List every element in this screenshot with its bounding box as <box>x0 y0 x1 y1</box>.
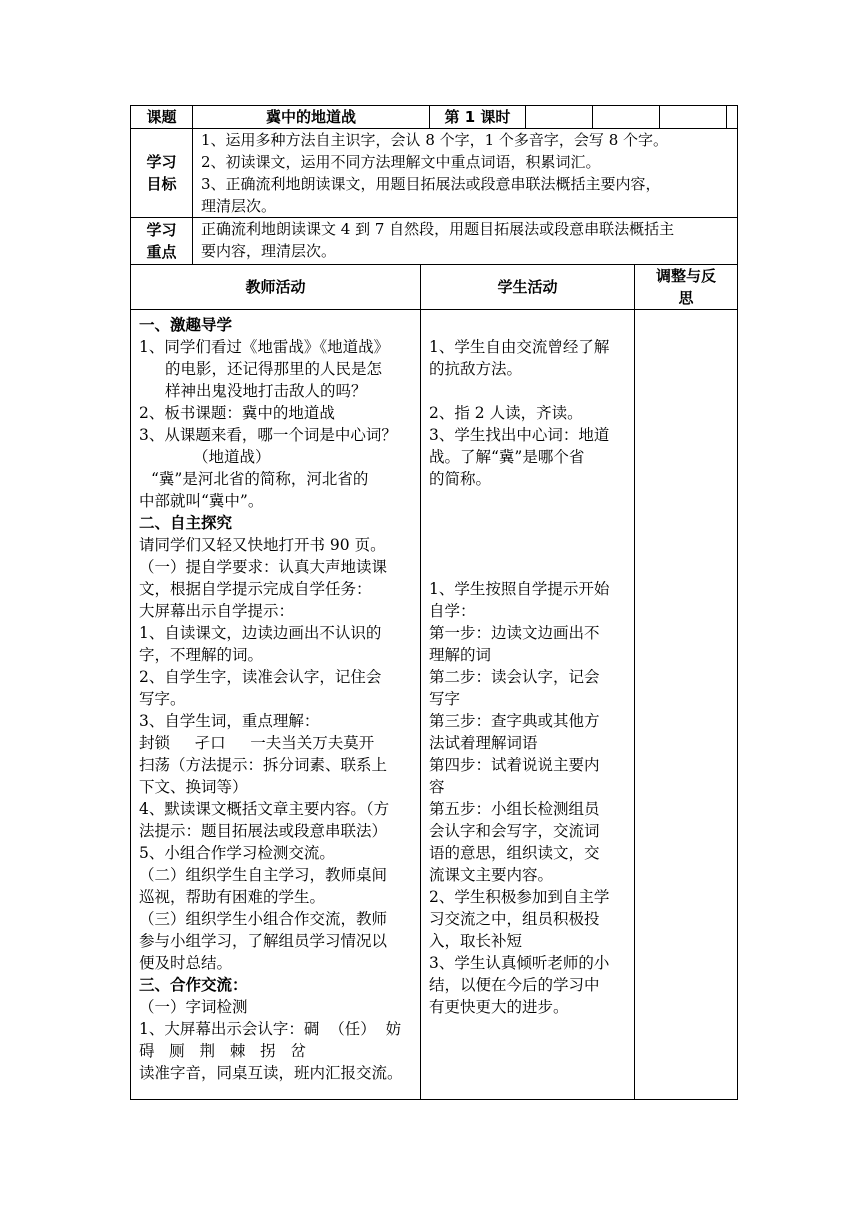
student-line: 第五步：小组长检测组员 <box>429 800 600 818</box>
focus-label: 学习 重点 <box>131 218 193 265</box>
focus-content <box>193 218 738 265</box>
reflection-content <box>635 310 738 1100</box>
section-heading: 二、自主探究 <box>139 514 233 532</box>
teacher-line: 巡视，帮助有困难的学生。 <box>139 888 326 906</box>
student-activity-content <box>421 310 635 1100</box>
goal-line: 1、运用多种方法自主识字，会认 8 个字，1 个多音字，会写 8 个字。 <box>201 131 669 149</box>
teacher-line: “冀”是河北省的简称，河北省的 <box>151 470 369 488</box>
teacher-line: 的电影，还记得那里的人民是怎 <box>165 360 383 378</box>
teacher-line: 大屏幕出示自学提示： <box>139 602 295 620</box>
focus-line: 要内容，理清层次。 <box>201 242 337 260</box>
teacher-activity-content <box>131 310 421 1100</box>
student-activity-header: 学生活动 <box>421 265 635 310</box>
lesson-number: 第 1 课时 <box>430 106 526 129</box>
teacher-line: （三）组织学生小组合作交流，教师 <box>139 910 388 928</box>
student-line: 3、学生找出中心词：地道 <box>429 426 610 444</box>
teacher-line: （二）组织学生自主学习，教师桌间 <box>139 866 388 884</box>
student-line: 第一步：边读文边画出不 <box>429 624 600 642</box>
topic-label: 课题 <box>131 106 193 129</box>
teacher-line: 文，根据自学提示完成自学任务： <box>139 580 372 598</box>
lesson-header-table <box>130 105 738 129</box>
student-line: 理解的词 <box>429 646 492 664</box>
goal-line: 3、正确流利地朗读课文，用题目拓展法或段意串联法概括主要内容， <box>201 175 661 193</box>
teacher-line: 中部就叫“冀中”。 <box>139 492 264 510</box>
teacher-line: 2、板书课题：冀中的地道战 <box>139 404 335 422</box>
student-line: 第四步：试着说说主要内 <box>429 756 600 774</box>
student-line: 3、学生认真倾听老师的小 <box>429 954 610 972</box>
teacher-line: 下文、换词等） <box>139 778 248 796</box>
teacher-line: 法提示：题目拓展法或段意串联法） <box>139 822 388 840</box>
goals-table <box>130 128 738 265</box>
teacher-line: 2、自学生字，读准会认字，记住会 <box>139 668 382 686</box>
teacher-line: 1、大屏幕出示会认字：碉 （任） 妨 <box>139 1020 402 1038</box>
activities-table <box>130 264 738 1100</box>
student-line: 习交流之中，组员积极投 <box>429 910 600 928</box>
teacher-line: 1、同学们看过《地雷战》《地道战》 <box>139 338 390 356</box>
teacher-line: 样神出鬼没地打击敌人的吗？ <box>165 382 367 400</box>
teacher-line: （一）字词检测 <box>139 998 248 1016</box>
focus-line: 正确流利地朗读课文 4 到 7 自然段，用题目拓展法或段意串联法概括主 <box>201 220 675 238</box>
student-line: 入，取长补短 <box>429 932 523 950</box>
header-empty-cell <box>660 106 727 129</box>
goal-line: 2、初读课文，运用不同方法理解文中重点词语，积累词汇。 <box>201 153 601 171</box>
teacher-line: （一）提自学要求：认真大声地读课 <box>139 558 388 576</box>
student-line: 第二步：读会认字，记会 <box>429 668 600 686</box>
goals-label: 学习 目标 <box>131 129 193 218</box>
section-heading: 一、激趣导学 <box>139 316 233 334</box>
student-line: 的抗敌方法。 <box>429 360 523 378</box>
header-empty-cell <box>727 106 738 129</box>
section-heading: 三、合作交流： <box>139 976 248 994</box>
student-line: 法试着理解词语 <box>429 734 538 752</box>
teacher-line: 参与小组学习，了解组员学习情况以 <box>139 932 388 950</box>
student-line: 会认字和会写字，交流词 <box>429 822 600 840</box>
header-empty-cell <box>593 106 660 129</box>
teacher-line: 封锁 孑口 一夫当关万夫莫开 <box>139 734 375 752</box>
teacher-line: 3、自学生词，重点理解： <box>139 712 320 730</box>
teacher-line: （地道战） <box>193 448 271 466</box>
student-line: 2、学生积极参加到自主学 <box>429 888 610 906</box>
teacher-line: 字，不理解的词。 <box>139 646 264 664</box>
student-line: 的简称。 <box>429 470 492 488</box>
teacher-line: 读准字音，同桌互读，班内汇报交流。 <box>139 1064 403 1082</box>
teacher-line: 5、小组合作学习检测交流。 <box>139 844 335 862</box>
student-line: 第三步：查字典或其他方 <box>429 712 600 730</box>
student-line: 2、指 2 人读，齐读。 <box>429 404 583 422</box>
teacher-line: 3、从课题来看，哪一个词是中心词？ <box>139 426 397 444</box>
teacher-line: 4、默读课文概括文章主要内容。（方 <box>139 800 390 818</box>
student-line: 容 <box>429 778 445 796</box>
student-line: 自学： <box>429 602 476 620</box>
student-line: 战。了解“冀”是哪个省 <box>429 448 585 466</box>
student-line: 1、学生自由交流曾经了解 <box>429 338 610 356</box>
header-empty-cell <box>526 106 593 129</box>
student-line: 语的意思，组织读文，交 <box>429 844 600 862</box>
teacher-activity-header: 教师活动 <box>131 265 421 310</box>
teacher-line: 便及时总结。 <box>139 954 233 972</box>
reflection-header: 调整与反 思 <box>635 265 738 310</box>
teacher-line: 碍 厕 荆 棘 拐 岔 <box>139 1042 306 1060</box>
teacher-line: 请同学们又轻又快地打开书 90 页。 <box>139 536 386 554</box>
student-line: 流课文主要内容。 <box>429 866 554 884</box>
student-line: 写字 <box>429 690 461 708</box>
goals-content <box>193 129 738 218</box>
teacher-line: 1、自读课文，边读边画出不认识的 <box>139 624 382 642</box>
student-line: 有更快更大的进步。 <box>429 998 569 1016</box>
teacher-line: 扫荡（方法提示：拆分词素、联系上 <box>139 756 388 774</box>
student-line: 1、学生按照自学提示开始 <box>429 580 610 598</box>
topic-title: 冀中的地道战 <box>193 106 430 129</box>
teacher-line: 写字。 <box>139 690 186 708</box>
goal-line: 理清层次。 <box>201 197 277 215</box>
student-line: 结，以便在今后的学习中 <box>429 976 600 994</box>
